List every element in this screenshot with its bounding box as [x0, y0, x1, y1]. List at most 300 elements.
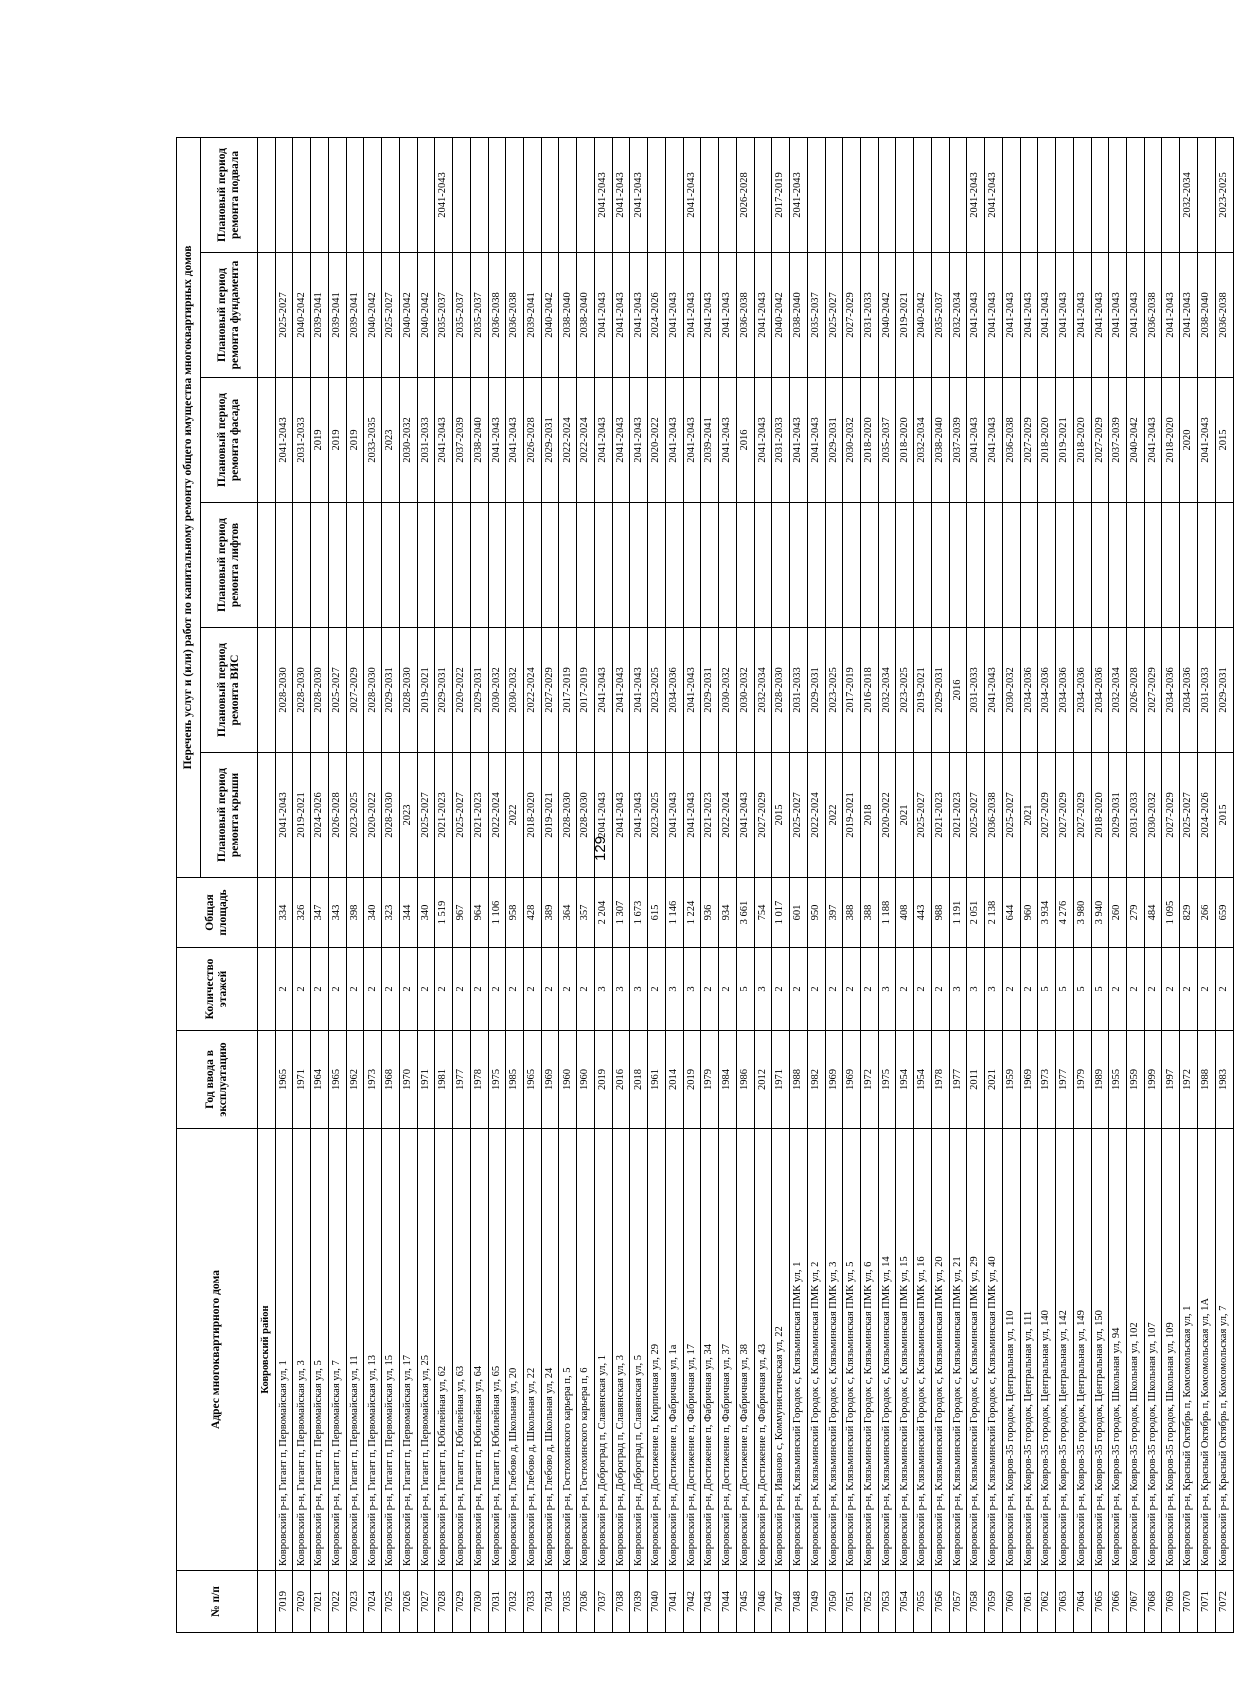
cell-num: 7059 — [985, 1571, 1003, 1633]
cell-lifts — [328, 503, 346, 628]
cell-basement — [417, 137, 435, 252]
cell-area: 357 — [577, 878, 595, 948]
table-row — [985, 137, 1003, 1632]
cell-basement — [1109, 137, 1127, 252]
cell-foundation: 2041-2043 — [1056, 253, 1074, 378]
cell-address: Ковровский р-н, Ковров-35 городок, Центральная ул, 140 — [1038, 1129, 1056, 1571]
cell-floors: 3 — [683, 948, 701, 1031]
cell-lifts — [985, 503, 1003, 628]
table-row — [1020, 137, 1038, 1632]
cell-basement — [807, 137, 825, 252]
cell-vis: 2034-2036 — [1162, 628, 1180, 753]
cell-year: 1989 — [1091, 1031, 1109, 1129]
cell-floors: 2 — [1002, 948, 1020, 1031]
cell-facade: 2015 — [1215, 378, 1233, 503]
cell-lifts — [1091, 503, 1109, 628]
cell-year: 1960 — [577, 1031, 595, 1129]
cell-roof: 2019-2021 — [541, 753, 559, 878]
cell-roof: 2028-2030 — [577, 753, 595, 878]
cell-foundation: 2032-2034 — [949, 253, 967, 378]
cell-address: Ковровский р-н, Достижение п, Фабричная ул, 34 — [701, 1129, 719, 1571]
cell-year: 1961 — [648, 1031, 666, 1129]
cell-roof: 2031-2033 — [1126, 753, 1144, 878]
cell-foundation: 2041-2043 — [754, 253, 772, 378]
cell-foundation: 2036-2038 — [1215, 253, 1233, 378]
cell-area: 334 — [275, 878, 293, 948]
cell-vis: 2032-2034 — [1109, 628, 1127, 753]
cell-basement — [470, 137, 488, 252]
cell-area: 3 940 — [1091, 878, 1109, 948]
cell-area: 3 661 — [736, 878, 754, 948]
cell-foundation: 2035-2037 — [470, 253, 488, 378]
cell-facade: 2040-2042 — [1126, 378, 1144, 503]
cell-area: 279 — [1126, 878, 1144, 948]
cell-area: 615 — [648, 878, 666, 948]
cell-address: Ковровский р-н, Ковров-35 городок, Школьная ул, 102 — [1126, 1129, 1144, 1571]
cell-roof: 2025-2027 — [417, 753, 435, 878]
cell-foundation: 2035-2037 — [435, 253, 453, 378]
cell-vis: 2034-2036 — [1180, 628, 1198, 753]
cell-year: 1983 — [1215, 1031, 1233, 1129]
cell-area: 829 — [1180, 878, 1198, 948]
cell-year: 1997 — [1162, 1031, 1180, 1129]
header-works-group: Перечень услуг и (или) работ по капитальному ремонту общего имущества многоквартирных домов — [177, 137, 201, 877]
cell-address: Ковровский р-н, Достижение п, Фабричная ул, 38 — [736, 1129, 754, 1571]
cell-floors: 2 — [807, 948, 825, 1031]
cell-foundation: 2036-2038 — [1144, 253, 1162, 378]
capital-repair-table — [176, 137, 1234, 1633]
cell-num: 7069 — [1162, 1571, 1180, 1633]
cell-year: 1971 — [417, 1031, 435, 1129]
cell-foundation: 2041-2043 — [1091, 253, 1109, 378]
cell-address: Ковровский р-н, Ковров-35 городок, Школьная ул, 94 — [1109, 1129, 1127, 1571]
cell-area: 960 — [1020, 878, 1038, 948]
cell-foundation: 2025-2027 — [382, 253, 400, 378]
cell-area: 1 188 — [878, 878, 896, 948]
cell-address: Ковровский р-н, Доброград п, Славянская ул, 3 — [612, 1129, 630, 1571]
cell-num: 7046 — [754, 1571, 772, 1633]
cell-basement — [328, 137, 346, 252]
cell-roof: 2021 — [1020, 753, 1038, 878]
cell-floors: 3 — [754, 948, 772, 1031]
cell-vis: 2032-2034 — [878, 628, 896, 753]
cell-facade: 2022-2024 — [559, 378, 577, 503]
cell-lifts — [949, 503, 967, 628]
table-row — [683, 137, 701, 1632]
table-row — [382, 137, 400, 1632]
cell-foundation: 2040-2042 — [399, 253, 417, 378]
cell-num: 7057 — [949, 1571, 967, 1633]
cell-roof: 2030-2032 — [1144, 753, 1162, 878]
cell-facade: 2029-2031 — [825, 378, 843, 503]
cell-address: Ковровский р-н, Красный Октябрь п, Комсомольская ул, 7 — [1215, 1129, 1233, 1571]
cell-foundation: 2041-2043 — [594, 253, 612, 378]
cell-area: 1 095 — [1162, 878, 1180, 948]
cell-foundation: 2041-2043 — [665, 253, 683, 378]
cell-floors: 2 — [1215, 948, 1233, 1031]
cell-num: 7044 — [719, 1571, 737, 1633]
cell-lifts — [506, 503, 524, 628]
cell-floors: 5 — [1056, 948, 1074, 1031]
cell-vis: 2034-2036 — [1056, 628, 1074, 753]
table-row — [790, 137, 808, 1632]
cell-num: 7038 — [612, 1571, 630, 1633]
cell-year: 1981 — [435, 1031, 453, 1129]
header-address: Адрес многоквартирного дома — [177, 1129, 258, 1571]
cell-address: Ковровский р-н, Гигант п, Первомайская ул, 17 — [399, 1129, 417, 1571]
cell-num: 7040 — [648, 1571, 666, 1633]
table-row — [665, 137, 683, 1632]
cell-roof: 2041-2043 — [612, 753, 630, 878]
cell-roof: 2022 — [825, 753, 843, 878]
cell-facade: 2036-2038 — [1002, 378, 1020, 503]
cell-vis: 2017-2019 — [843, 628, 861, 753]
cell-floors: 2 — [435, 948, 453, 1031]
cell-basement — [1126, 137, 1144, 252]
cell-area: 443 — [914, 878, 932, 948]
table-row — [1109, 137, 1127, 1632]
table-row — [364, 137, 382, 1632]
cell-year: 1972 — [1180, 1031, 1198, 1129]
cell-foundation: 2019-2021 — [896, 253, 914, 378]
cell-roof: 2025-2027 — [1002, 753, 1020, 878]
cell-roof: 2021-2023 — [435, 753, 453, 878]
cell-year: 1977 — [1056, 1031, 1074, 1129]
cell-address: Ковровский р-н, Клязьминский Городок с, Клязьминская ПМК ул, 15 — [896, 1129, 914, 1571]
cell-facade: 2027-2029 — [1020, 378, 1038, 503]
cell-foundation: 2040-2042 — [541, 253, 559, 378]
table-row — [346, 137, 364, 1632]
cell-facade: 2032-2034 — [914, 378, 932, 503]
cell-year: 1964 — [311, 1031, 329, 1129]
cell-num: 7026 — [399, 1571, 417, 1633]
cell-facade: 2041-2043 — [488, 378, 506, 503]
cell-num: 7070 — [1180, 1571, 1198, 1633]
cell-year: 2018 — [630, 1031, 648, 1129]
cell-num: 7065 — [1091, 1571, 1109, 1633]
cell-lifts — [417, 503, 435, 628]
cell-lifts — [612, 503, 630, 628]
cell-vis: 2017-2019 — [559, 628, 577, 753]
cell-floors: 2 — [790, 948, 808, 1031]
cell-vis: 2030-2032 — [719, 628, 737, 753]
cell-roof: 2027-2029 — [1073, 753, 1091, 878]
table-row — [577, 137, 595, 1632]
cell-lifts — [346, 503, 364, 628]
cell-roof: 2019-2021 — [843, 753, 861, 878]
cell-facade: 2041-2043 — [435, 378, 453, 503]
cell-floors: 2 — [914, 948, 932, 1031]
cell-address: Ковровский р-н, Ковров-35 городок, Центральная ул, 110 — [1002, 1129, 1020, 1571]
cell-address: Ковровский р-н, Глебово д, Школьная ул, 20 — [506, 1129, 524, 1571]
cell-area: 934 — [719, 878, 737, 948]
cell-lifts — [754, 503, 772, 628]
cell-address: Ковровский р-н, Клязьминский Городок с, Клязьминская ПМК ул, 5 — [843, 1129, 861, 1571]
cell-lifts — [1180, 503, 1198, 628]
cell-lifts — [1197, 503, 1215, 628]
cell-year: 1973 — [364, 1031, 382, 1129]
cell-address: Ковровский р-н, Достижение п, Фабричная ул, 17 — [683, 1129, 701, 1571]
cell-area: 3 934 — [1038, 878, 1056, 948]
cell-vis: 2028-2030 — [364, 628, 382, 753]
cell-vis: 2017-2019 — [577, 628, 595, 753]
cell-foundation: 2040-2042 — [772, 253, 790, 378]
cell-basement — [488, 137, 506, 252]
cell-num: 7036 — [577, 1571, 595, 1633]
cell-address: Ковровский р-н, Клязьминский Городок с, Клязьминская ПМК ул, 2 — [807, 1129, 825, 1571]
cell-vis: 2031-2033 — [1197, 628, 1215, 753]
cell-year: 1969 — [825, 1031, 843, 1129]
cell-vis: 2029-2031 — [382, 628, 400, 753]
cell-floors: 2 — [293, 948, 311, 1031]
cell-area: 323 — [382, 878, 400, 948]
cell-foundation: 2035-2037 — [453, 253, 471, 378]
cell-address: Ковровский р-н, Доброград п, Славянская ул, 5 — [630, 1129, 648, 1571]
cell-facade: 2022-2024 — [577, 378, 595, 503]
cell-num: 7035 — [559, 1571, 577, 1633]
cell-facade: 2019 — [346, 378, 364, 503]
cell-facade: 2041-2043 — [1144, 378, 1162, 503]
cell-num: 7037 — [594, 1571, 612, 1633]
cell-num: 7050 — [825, 1571, 843, 1633]
cell-lifts — [719, 503, 737, 628]
cell-year: 1978 — [931, 1031, 949, 1129]
cell-vis: 2030-2032 — [488, 628, 506, 753]
cell-year: 2016 — [612, 1031, 630, 1129]
cell-foundation: 2027-2029 — [843, 253, 861, 378]
cell-lifts — [1020, 503, 1038, 628]
cell-year: 1969 — [843, 1031, 861, 1129]
cell-roof: 2022 — [506, 753, 524, 878]
cell-roof: 2027-2029 — [1056, 753, 1074, 878]
cell-num: 7042 — [683, 1571, 701, 1633]
cell-year: 1971 — [772, 1031, 790, 1129]
cell-lifts — [878, 503, 896, 628]
cell-vis: 2029-2031 — [1215, 628, 1233, 753]
cell-year: 2012 — [754, 1031, 772, 1129]
table-row — [719, 137, 737, 1632]
cell-basement: 2041-2043 — [790, 137, 808, 252]
cell-basement: 2041-2043 — [985, 137, 1003, 252]
cell-facade: 2019 — [311, 378, 329, 503]
cell-num: 7021 — [311, 1571, 329, 1633]
cell-lifts — [435, 503, 453, 628]
header-basement: Плановый период ремонта подвала — [201, 137, 258, 252]
cell-foundation: 2038-2040 — [1197, 253, 1215, 378]
cell-year: 1968 — [382, 1031, 400, 1129]
cell-foundation: 2039-2041 — [524, 253, 542, 378]
cell-lifts — [1002, 503, 1020, 628]
cell-facade: 2041-2043 — [967, 378, 985, 503]
cell-year: 1954 — [896, 1031, 914, 1129]
cell-year: 1978 — [470, 1031, 488, 1129]
cell-vis: 2041-2043 — [683, 628, 701, 753]
cell-basement: 2041-2043 — [435, 137, 453, 252]
cell-floors: 2 — [931, 948, 949, 1031]
cell-address: Ковровский р-н, Гостюхинского карьера п, 6 — [577, 1129, 595, 1571]
cell-area: 958 — [506, 878, 524, 948]
cell-basement — [506, 137, 524, 252]
table-row — [612, 137, 630, 1632]
cell-basement — [701, 137, 719, 252]
cell-vis: 2027-2029 — [541, 628, 559, 753]
cell-year: 2019 — [594, 1031, 612, 1129]
cell-roof: 2022-2024 — [488, 753, 506, 878]
cell-address: Ковровский р-н, Клязьминский Городок с, Клязьминская ПМК ул, 21 — [949, 1129, 967, 1571]
cell-area: 936 — [701, 878, 719, 948]
cell-lifts — [683, 503, 701, 628]
cell-roof: 2025-2027 — [453, 753, 471, 878]
cell-foundation: 2041-2043 — [1073, 253, 1091, 378]
cell-address: Ковровский р-н, Гигант п, Первомайская ул, 1 — [275, 1129, 293, 1571]
cell-vis: 2028-2030 — [399, 628, 417, 753]
cell-address: Ковровский р-н, Ковров-35 городок, Центральная ул, 142 — [1056, 1129, 1074, 1571]
cell-roof: 2018-2020 — [524, 753, 542, 878]
cell-foundation: 2041-2043 — [701, 253, 719, 378]
cell-floors: 2 — [701, 948, 719, 1031]
cell-year: 1979 — [1073, 1031, 1091, 1129]
cell-floors: 2 — [1180, 948, 1198, 1031]
table-row — [931, 137, 949, 1632]
table-row — [417, 137, 435, 1632]
cell-basement — [1002, 137, 1020, 252]
cell-address: Ковровский р-н, Клязьминский Городок с, Клязьминская ПМК ул, 16 — [914, 1129, 932, 1571]
cell-num: 7034 — [541, 1571, 559, 1633]
cell-basement — [1020, 137, 1038, 252]
cell-area: 601 — [790, 878, 808, 948]
cell-foundation: 2040-2042 — [364, 253, 382, 378]
cell-floors: 2 — [364, 948, 382, 1031]
cell-lifts — [382, 503, 400, 628]
cell-year: 1965 — [275, 1031, 293, 1129]
cell-facade: 2019 — [328, 378, 346, 503]
cell-facade: 2018-2020 — [1162, 378, 1180, 503]
cell-floors: 2 — [506, 948, 524, 1031]
cell-vis: 2034-2036 — [1091, 628, 1109, 753]
cell-vis: 2016-2018 — [860, 628, 878, 753]
table-row — [293, 137, 311, 1632]
cell-floors: 3 — [967, 948, 985, 1031]
cell-floors: 2 — [825, 948, 843, 1031]
cell-floors: 2 — [1162, 948, 1180, 1031]
cell-facade: 2031-2033 — [772, 378, 790, 503]
cell-year: 1986 — [736, 1031, 754, 1129]
cell-roof: 2022-2024 — [719, 753, 737, 878]
cell-facade: 2018-2020 — [896, 378, 914, 503]
cell-address: Ковровский р-н, Гигант п, Юбилейная ул, 64 — [470, 1129, 488, 1571]
cell-num: 7048 — [790, 1571, 808, 1633]
cell-num: 7030 — [470, 1571, 488, 1633]
cell-vis: 2034-2036 — [1020, 628, 1038, 753]
cell-num: 7063 — [1056, 1571, 1074, 1633]
cell-foundation: 2035-2037 — [931, 253, 949, 378]
cell-floors: 3 — [630, 948, 648, 1031]
table-row — [949, 137, 967, 1632]
cell-vis: 2032-2034 — [754, 628, 772, 753]
cell-vis: 2041-2043 — [594, 628, 612, 753]
cell-year: 1960 — [559, 1031, 577, 1129]
cell-num: 7024 — [364, 1571, 382, 1633]
cell-floors: 2 — [843, 948, 861, 1031]
header-vis: Плановый период ремонта ВИС — [201, 628, 258, 753]
cell-roof: 2020-2022 — [878, 753, 896, 878]
cell-address: Ковровский р-н, Клязьминский Городок с, Клязьминская ПМК ул, 14 — [878, 1129, 896, 1571]
cell-address: Ковровский р-н, Достижение п, Фабричная ул, 43 — [754, 1129, 772, 1571]
cell-facade: 2037-2039 — [949, 378, 967, 503]
cell-lifts — [1126, 503, 1144, 628]
cell-foundation: 2038-2040 — [577, 253, 595, 378]
table-row — [701, 137, 719, 1632]
cell-roof: 2021-2023 — [931, 753, 949, 878]
cell-foundation: 2041-2043 — [1180, 253, 1198, 378]
cell-year: 2014 — [665, 1031, 683, 1129]
cell-vis: 2034-2036 — [1038, 628, 1056, 753]
cell-area: 1 519 — [435, 878, 453, 948]
cell-facade: 2031-2033 — [293, 378, 311, 503]
cell-roof: 2025-2027 — [790, 753, 808, 878]
cell-address: Ковровский р-н, Гигант п, Первомайская ул, 13 — [364, 1129, 382, 1571]
cell-foundation: 2041-2043 — [985, 253, 1003, 378]
cell-foundation: 2036-2038 — [488, 253, 506, 378]
cell-facade: 2037-2039 — [453, 378, 471, 503]
cell-year: 1962 — [346, 1031, 364, 1129]
cell-basement: 2032-2034 — [1180, 137, 1198, 252]
cell-roof: 2041-2043 — [630, 753, 648, 878]
cell-area: 397 — [825, 878, 843, 948]
cell-foundation: 2041-2043 — [1126, 253, 1144, 378]
cell-floors: 3 — [949, 948, 967, 1031]
cell-roof: 2025-2027 — [1180, 753, 1198, 878]
cell-num: 7033 — [524, 1571, 542, 1633]
cell-basement — [931, 137, 949, 252]
cell-address: Ковровский р-н, Гигант п, Первомайская ул, 25 — [417, 1129, 435, 1571]
cell-vis: 2026-2028 — [1126, 628, 1144, 753]
cell-floors: 2 — [453, 948, 471, 1031]
cell-year: 2019 — [683, 1031, 701, 1129]
cell-lifts — [1056, 503, 1074, 628]
cell-facade: 2041-2043 — [683, 378, 701, 503]
cell-address: Ковровский р-н, Достижение п, Фабричная ул, 1а — [665, 1129, 683, 1571]
table-row — [311, 137, 329, 1632]
cell-lifts — [790, 503, 808, 628]
cell-basement — [293, 137, 311, 252]
cell-basement — [541, 137, 559, 252]
cell-basement — [1162, 137, 1180, 252]
cell-vis: 2022-2024 — [524, 628, 542, 753]
cell-address: Ковровский р-н, Глебово д, Школьная ул, 22 — [524, 1129, 542, 1571]
cell-foundation: 2036-2038 — [736, 253, 754, 378]
cell-roof: 2021-2023 — [949, 753, 967, 878]
cell-floors: 2 — [648, 948, 666, 1031]
cell-facade: 2041-2043 — [985, 378, 1003, 503]
cell-facade: 2018-2020 — [860, 378, 878, 503]
cell-basement: 2023-2025 — [1215, 137, 1233, 252]
cell-lifts — [896, 503, 914, 628]
district-name: Ковровский район — [258, 1129, 276, 1571]
cell-basement: 2017-2019 — [772, 137, 790, 252]
cell-address: Ковровский р-н, Красный Октябрь п, Комсомольская ул, 1А — [1197, 1129, 1215, 1571]
cell-roof: 2028-2030 — [559, 753, 577, 878]
cell-roof: 2023-2025 — [648, 753, 666, 878]
cell-address: Ковровский р-н, Достижение п, Фабричная ул, 37 — [719, 1129, 737, 1571]
cell-num: 7031 — [488, 1571, 506, 1633]
cell-floors: 2 — [559, 948, 577, 1031]
cell-num: 7027 — [417, 1571, 435, 1633]
cell-foundation: 2040-2042 — [914, 253, 932, 378]
cell-area: 754 — [754, 878, 772, 948]
cell-year: 1985 — [506, 1031, 524, 1129]
table-row — [648, 137, 666, 1632]
